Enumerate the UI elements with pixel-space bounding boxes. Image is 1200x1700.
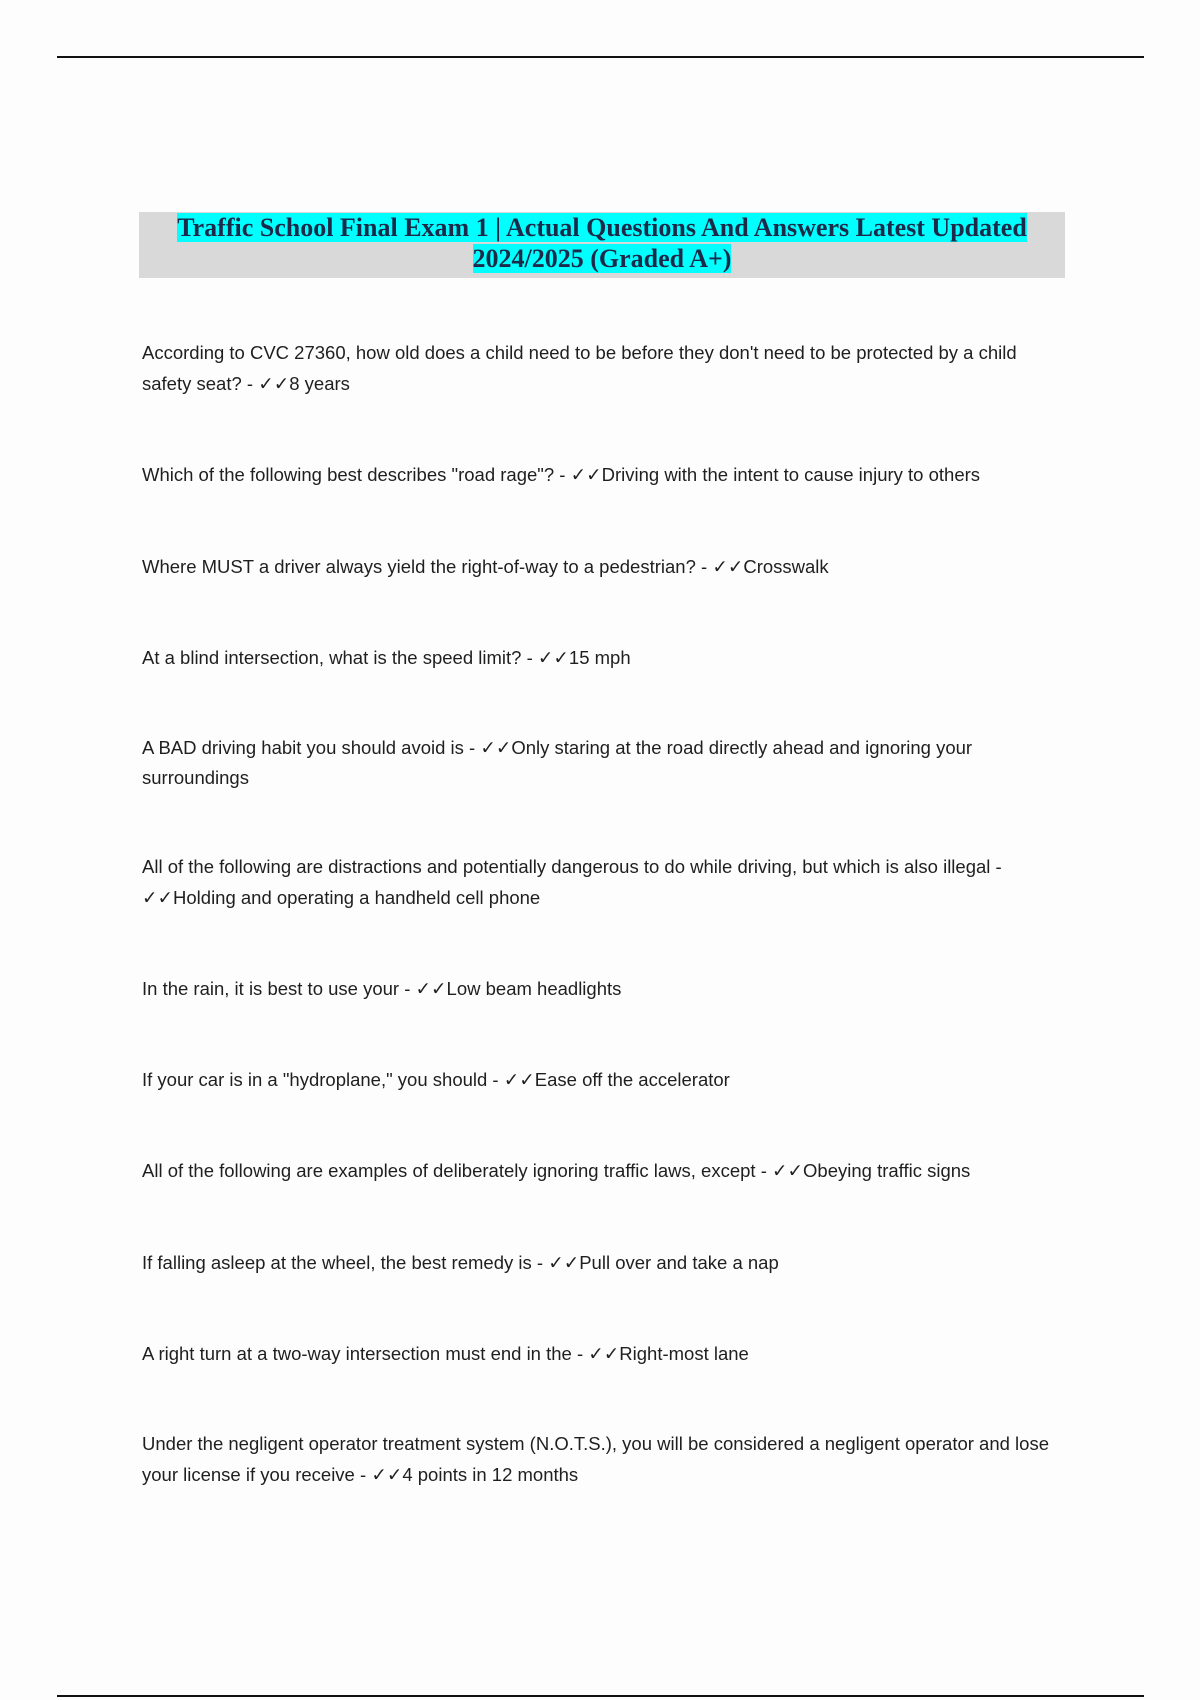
check-mark-icon: ✓✓: [588, 1344, 620, 1365]
qa-item-7: [142, 973, 1062, 1005]
separator: -: [755, 1160, 773, 1181]
answer-text: Crosswalk: [743, 556, 829, 577]
separator: -: [463, 737, 481, 758]
qa-item-5: [142, 733, 1062, 792]
qa-item-10: [142, 1247, 1062, 1279]
question-text: Which of the following best describes "road rage"?: [142, 464, 555, 485]
question-text: If your car is in a "hydroplane," you should: [142, 1069, 488, 1090]
check-mark-icon: ✓✓: [503, 1070, 535, 1091]
title-line-1: Traffic School Final Exam 1 | Actual Questions And Answers Latest Updated: [177, 213, 1027, 242]
separator: -: [554, 464, 571, 485]
separator: -: [521, 647, 538, 668]
check-mark-icon: ✓✓: [537, 648, 569, 669]
qa-item-2: [142, 459, 1062, 491]
separator: -: [354, 1464, 372, 1485]
question-text: If falling asleep at the wheel, the best remedy is: [142, 1252, 532, 1273]
question-text: At a blind intersection, what is the speed limit?: [142, 647, 522, 668]
qa-item-4: [142, 642, 1062, 674]
answer-text: Holding and operating a handheld cell phone: [173, 887, 541, 908]
separator: -: [990, 856, 1002, 877]
check-mark-icon: ✓✓: [570, 465, 602, 486]
check-mark-icon: ✓✓: [258, 374, 290, 395]
answer-text: Obeying traffic signs: [803, 1160, 971, 1181]
title-line-2: 2024/2025 (Graded A+): [472, 244, 732, 273]
answer-text: Only staring at the road directly ahead and ignoring your surroundings: [142, 737, 973, 788]
separator: -: [695, 556, 713, 577]
check-mark-icon: ✓✓: [712, 557, 744, 578]
check-mark-icon: ✓✓: [548, 1253, 580, 1274]
question-text: All of the following are examples of deliberately ignoring traffic laws, except: [142, 1160, 756, 1181]
question-text: All of the following are distractions and potentially dangerous to do while driving, but which is also illegal: [142, 856, 991, 877]
qa-item-11: [142, 1338, 1062, 1370]
separator: -: [571, 1343, 589, 1364]
answer-text: 4 points in 12 months: [402, 1464, 579, 1485]
question-text: Under the negligent operator treatment system (N.O.T.S.), you will be considered a negligent operator and lose your license if you receive: [142, 1433, 1049, 1485]
check-mark-icon: ✓✓: [415, 979, 447, 1000]
question-text: Where MUST a driver always yield the right-of-way to a pedestrian?: [142, 556, 696, 577]
qa-item-1: [142, 337, 1062, 400]
top-rule: [57, 56, 1144, 58]
separator: -: [487, 1069, 504, 1090]
answer-text: 8 years: [289, 373, 350, 394]
qa-item-12: [142, 1428, 1062, 1491]
separator: -: [531, 1252, 549, 1273]
separator: -: [241, 373, 259, 394]
question-text: According to CVC 27360, how old does a child need to be before they don't need to be protected by a child safety seat?: [142, 342, 1017, 394]
check-mark-icon: ✓✓: [142, 888, 174, 909]
answer-text: Driving with the intent to cause injury to others: [601, 464, 981, 485]
answer-text: Low beam headlights: [446, 978, 622, 999]
answer-text: Ease off the accelerator: [534, 1069, 730, 1090]
answer-text: Pull over and take a nap: [579, 1252, 779, 1273]
bottom-rule: [57, 1695, 1144, 1697]
document-title: [139, 212, 1065, 278]
question-text: A right turn at a two-way intersection must end in the: [142, 1343, 572, 1364]
qa-item-9: [142, 1155, 1062, 1187]
qa-item-6: [142, 851, 1062, 914]
answer-text: Right-most lane: [619, 1343, 749, 1364]
check-mark-icon: ✓✓: [772, 1161, 804, 1182]
check-mark-icon: ✓✓: [480, 738, 512, 759]
check-mark-icon: ✓✓: [371, 1465, 403, 1486]
qa-item-3: [142, 551, 1062, 583]
answer-text: 15 mph: [568, 647, 631, 668]
question-text: In the rain, it is best to use your: [142, 978, 400, 999]
separator: -: [399, 978, 416, 999]
question-text: A BAD driving habit you should avoid is: [142, 737, 464, 758]
qa-item-8: [142, 1064, 1062, 1096]
